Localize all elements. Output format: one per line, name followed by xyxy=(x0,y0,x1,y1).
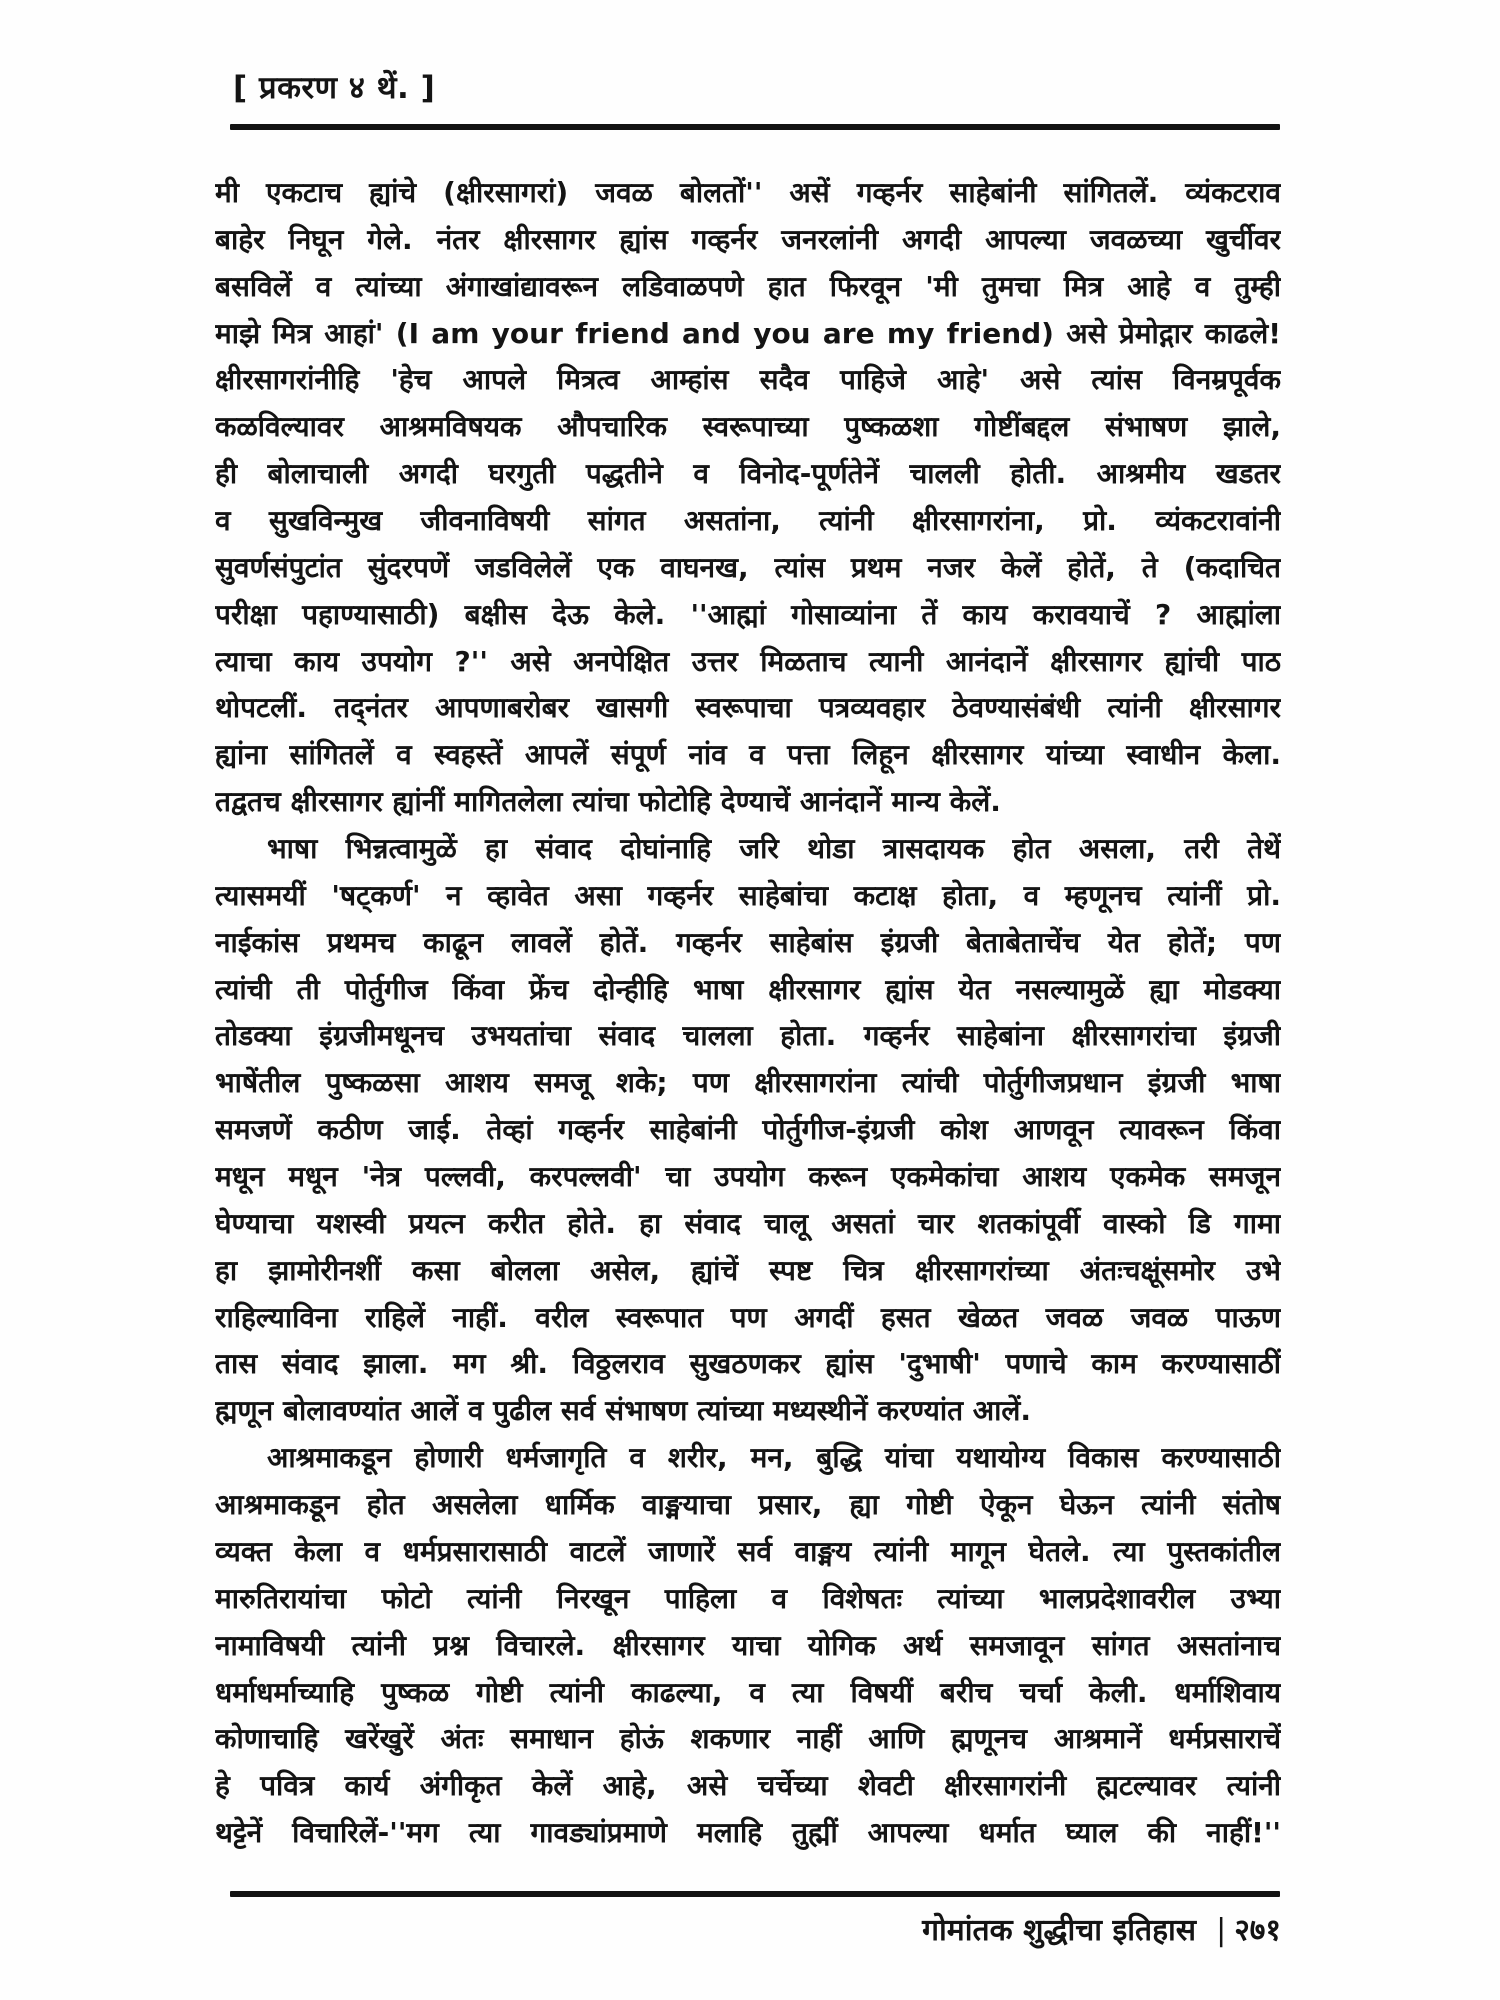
text-line: भाषेंतील पुष्कळसा आशय समजू शके; पण क्षीरसागरांना त्यांची पोर्तुगीजप्रधान इंग्रजी भाषा xyxy=(215,1066,1281,1100)
text-line: थोपटलीं. तद्नंतर आपणाबरोबर खासगी स्वरूपाचा पत्रव्यवहार ठेवण्यासंबंधी त्यांनी क्षीरसागर xyxy=(215,691,1281,725)
text-line: आश्रमाकडून होत असलेला धार्मिक वाङ्मयाचा प्रसार, ह्या गोष्टी ऐकून घेऊन त्यांनी संतोष xyxy=(215,1488,1281,1522)
text-line: समजणें कठीण जाई. तेव्हां गव्हर्नर साहेबांनी पोर्तुगीज-इंग्रजी कोश आणवून त्यावरून किंवा xyxy=(215,1113,1281,1147)
body-text xyxy=(215,170,1281,1857)
text-line: त्यांची ती पोर्तुगीज किंवा फ्रेंच दोन्हीहि भाषा क्षीरसागर ह्यांस येत नसल्यामुळें ह्या मोडक्या xyxy=(215,972,1281,1006)
text-line: नाईकांस प्रथमच काढून लावलें होतें. गव्हर्नर साहेबांस इंग्रजी बेताबेताचेंच येत होतें; पण xyxy=(215,925,1281,959)
text-line: तद्वतच क्षीरसागर ह्यांनीं मागितलेला त्यांचा फोटोहि देण्याचें आनंदानें मान्य केलें. xyxy=(215,785,1001,819)
text-line: ह्यांना सांगितलें व स्वहस्तें आपलें संपूर्ण नांव व पत्ता लिहून क्षीरसागर यांच्या स्वाधीन केला. xyxy=(215,738,1281,772)
text-line: मधून मधून 'नेत्र पल्लवी, करपल्लवी' चा उपयोग करून एकमेकांचा आशय एकमेक समजून xyxy=(215,1160,1281,1194)
text-line: तोडक्या इंग्रजीमधूनच उभयतांचा संवाद चालला होता. गव्हर्नर साहेबांना क्षीरसागरांचा इंग्रजी xyxy=(215,1019,1281,1053)
text-line: थट्टेनें विचारिलें-''मग त्या गावड्यांप्रमाणे मलाहि तुह्मीं आपल्या धर्मात घ्याल की नाहीं!'' xyxy=(215,1816,1281,1850)
text-line: क्षीरसागरांनीहि 'हेच आपले मित्रत्व आम्हांस सदैव पाहिजे आहे' असे त्यांस विनम्रपूर्वक xyxy=(215,363,1281,397)
text-line: ह्मणून बोलावण्यांत आलें व पुढील सर्व संभाषण त्यांच्या मध्यस्थीनें करण्यांत आलें. xyxy=(215,1394,1032,1428)
header-rule xyxy=(230,124,1280,130)
chapter-header: [ प्रकरण ४ थें. ] xyxy=(233,70,436,106)
text-line: तास संवाद झाला. मग श्री. विठ्ठलराव सुखठणकर ह्यांस 'दुभाषी' पणाचे काम करण्यासाठीं xyxy=(215,1347,1281,1381)
text-line: माझे मित्र आहां' (I am your friend and you are my friend) असे प्रेमोद्गार काढले! xyxy=(215,316,1281,350)
text-line: ही बोलाचाली अगदी घरगुती पद्धतीने व विनोद-पूर्णतेनें चालली होती. आश्रमीय खडतर xyxy=(215,457,1281,491)
text-line: नामाविषयी त्यांनी प्रश्न विचारले. क्षीरसागर याचा योगिक अर्थ समजावून सांगत असतांनाच xyxy=(215,1628,1281,1662)
text-line: बाहेर निघून गेले. नंतर क्षीरसागर ह्यांस गव्हर्नर जनरलांनी अगदी आपल्या जवळच्या खुर्चीवर xyxy=(215,222,1281,256)
footer-separator: | xyxy=(1216,1913,1227,1948)
text-line: बसविलें व त्यांच्या अंगाखांद्यावरून लडिवाळपणे हात फिरवून 'मी तुमचा मित्र आहे व तुम्ही xyxy=(215,269,1281,303)
text-line: मी एकटाच ह्यांचे (क्षीरसागरां) जवळ बोलतों'' असें गव्हर्नर साहेबांनी सांगितलें. व्यंकटराव xyxy=(215,176,1281,209)
text-line: राहिल्याविना राहिलें नाहीं. वरील स्वरूपात पण अगदीं हसत खेळत जवळ जवळ पाऊण xyxy=(215,1300,1281,1334)
text-line: मारुतिरायांचा फोटो त्यांनी निरखून पाहिला व विशेषतः त्यांच्या भालप्रदेशावरील उभ्या xyxy=(215,1581,1281,1615)
page-number: २७१ xyxy=(1234,1913,1281,1948)
text-line: घेण्याचा यशस्वी प्रयत्न करीत होते. हा संवाद चालू असतां चार शतकांपूर्वी वास्को डि गामा xyxy=(215,1206,1281,1240)
text-line: भाषा भिन्नत्वामुळें हा संवाद दोघांनाहि जरि थोडा त्रासदायक होत असला, तरी तेथें xyxy=(267,832,1281,866)
text-line: हे पवित्र कार्य अंगीकृत केलें आहे, असे चर्चेच्या शेवटी क्षीरसागरांनी ह्मटल्यावर त्यांनी xyxy=(215,1769,1281,1803)
text-line: कळविल्यावर आश्रमविषयक औपचारिक स्वरूपाच्या पुष्कळशा गोष्टींबद्दल संभाषण झाले, xyxy=(215,410,1281,444)
text-line: व सुखविन्मुख जीवनाविषयी सांगत असतांना, त्यांनी क्षीरसागरांना, प्रो. व्यंकटरावांनी xyxy=(215,504,1281,538)
text-line: त्याचा काय उपयोग ?'' असे अनपेक्षित उत्तर मिळताच त्यानी आनंदानें क्षीरसागर ह्यांची पाठ xyxy=(215,644,1281,678)
text-line: व्यक्त केला व धर्मप्रसारासाठी वाटलें जाणारें सर्व वाङ्मय त्यांनी मागून घेतले. त्या पुस्तकांतील xyxy=(215,1534,1281,1568)
text-line: परीक्षा पहाण्यासाठी) बक्षीस देऊ केले. ''आह्मां गोसाव्यांना तें काय करावयाचें ? आह्मांला xyxy=(215,597,1281,631)
text-line: आश्रमाकडून होणारी धर्मजागृति व शरीर, मन, बुद्धि यांचा यथायोग्य विकास करण्यासाठी xyxy=(267,1441,1281,1475)
text-line: सुवर्णसंपुटांत सुंदरपणें जडविलेलें एक वाघनख, त्यांस प्रथम नजर केलें होतें, ते (कदाचित xyxy=(215,550,1281,584)
text-line: धर्माधर्माच्याहि पुष्कळ गोष्टी त्यांनी काढल्या, व त्या विषयीं बरीच चर्चा केली. धर्माशिवाय xyxy=(215,1675,1281,1709)
text-line: त्यासमयीं 'षट्कर्ण' न व्हावेत असा गव्हर्नर साहेबांचा कटाक्ष होता, व म्हणूनच त्यांनीं प्रो. xyxy=(215,878,1281,912)
page-footer xyxy=(922,1908,1281,1949)
footer-rule xyxy=(230,1891,1280,1897)
book-title: गोमांतक शुद्धीचा इतिहास xyxy=(922,1913,1197,1948)
text-line: हा झामोरीनशीं कसा बोलला असेल, ह्यांचें स्पष्ट चित्र क्षीरसागरांच्या अंतःचक्षूंसमोर उभे xyxy=(215,1253,1281,1287)
text-line: कोणाचाहि खरेंखुरें अंतः समाधान होऊं शकणार नाहीं आणि ह्मणूनच आश्रमानें धर्मप्रसाराचें xyxy=(215,1722,1281,1756)
